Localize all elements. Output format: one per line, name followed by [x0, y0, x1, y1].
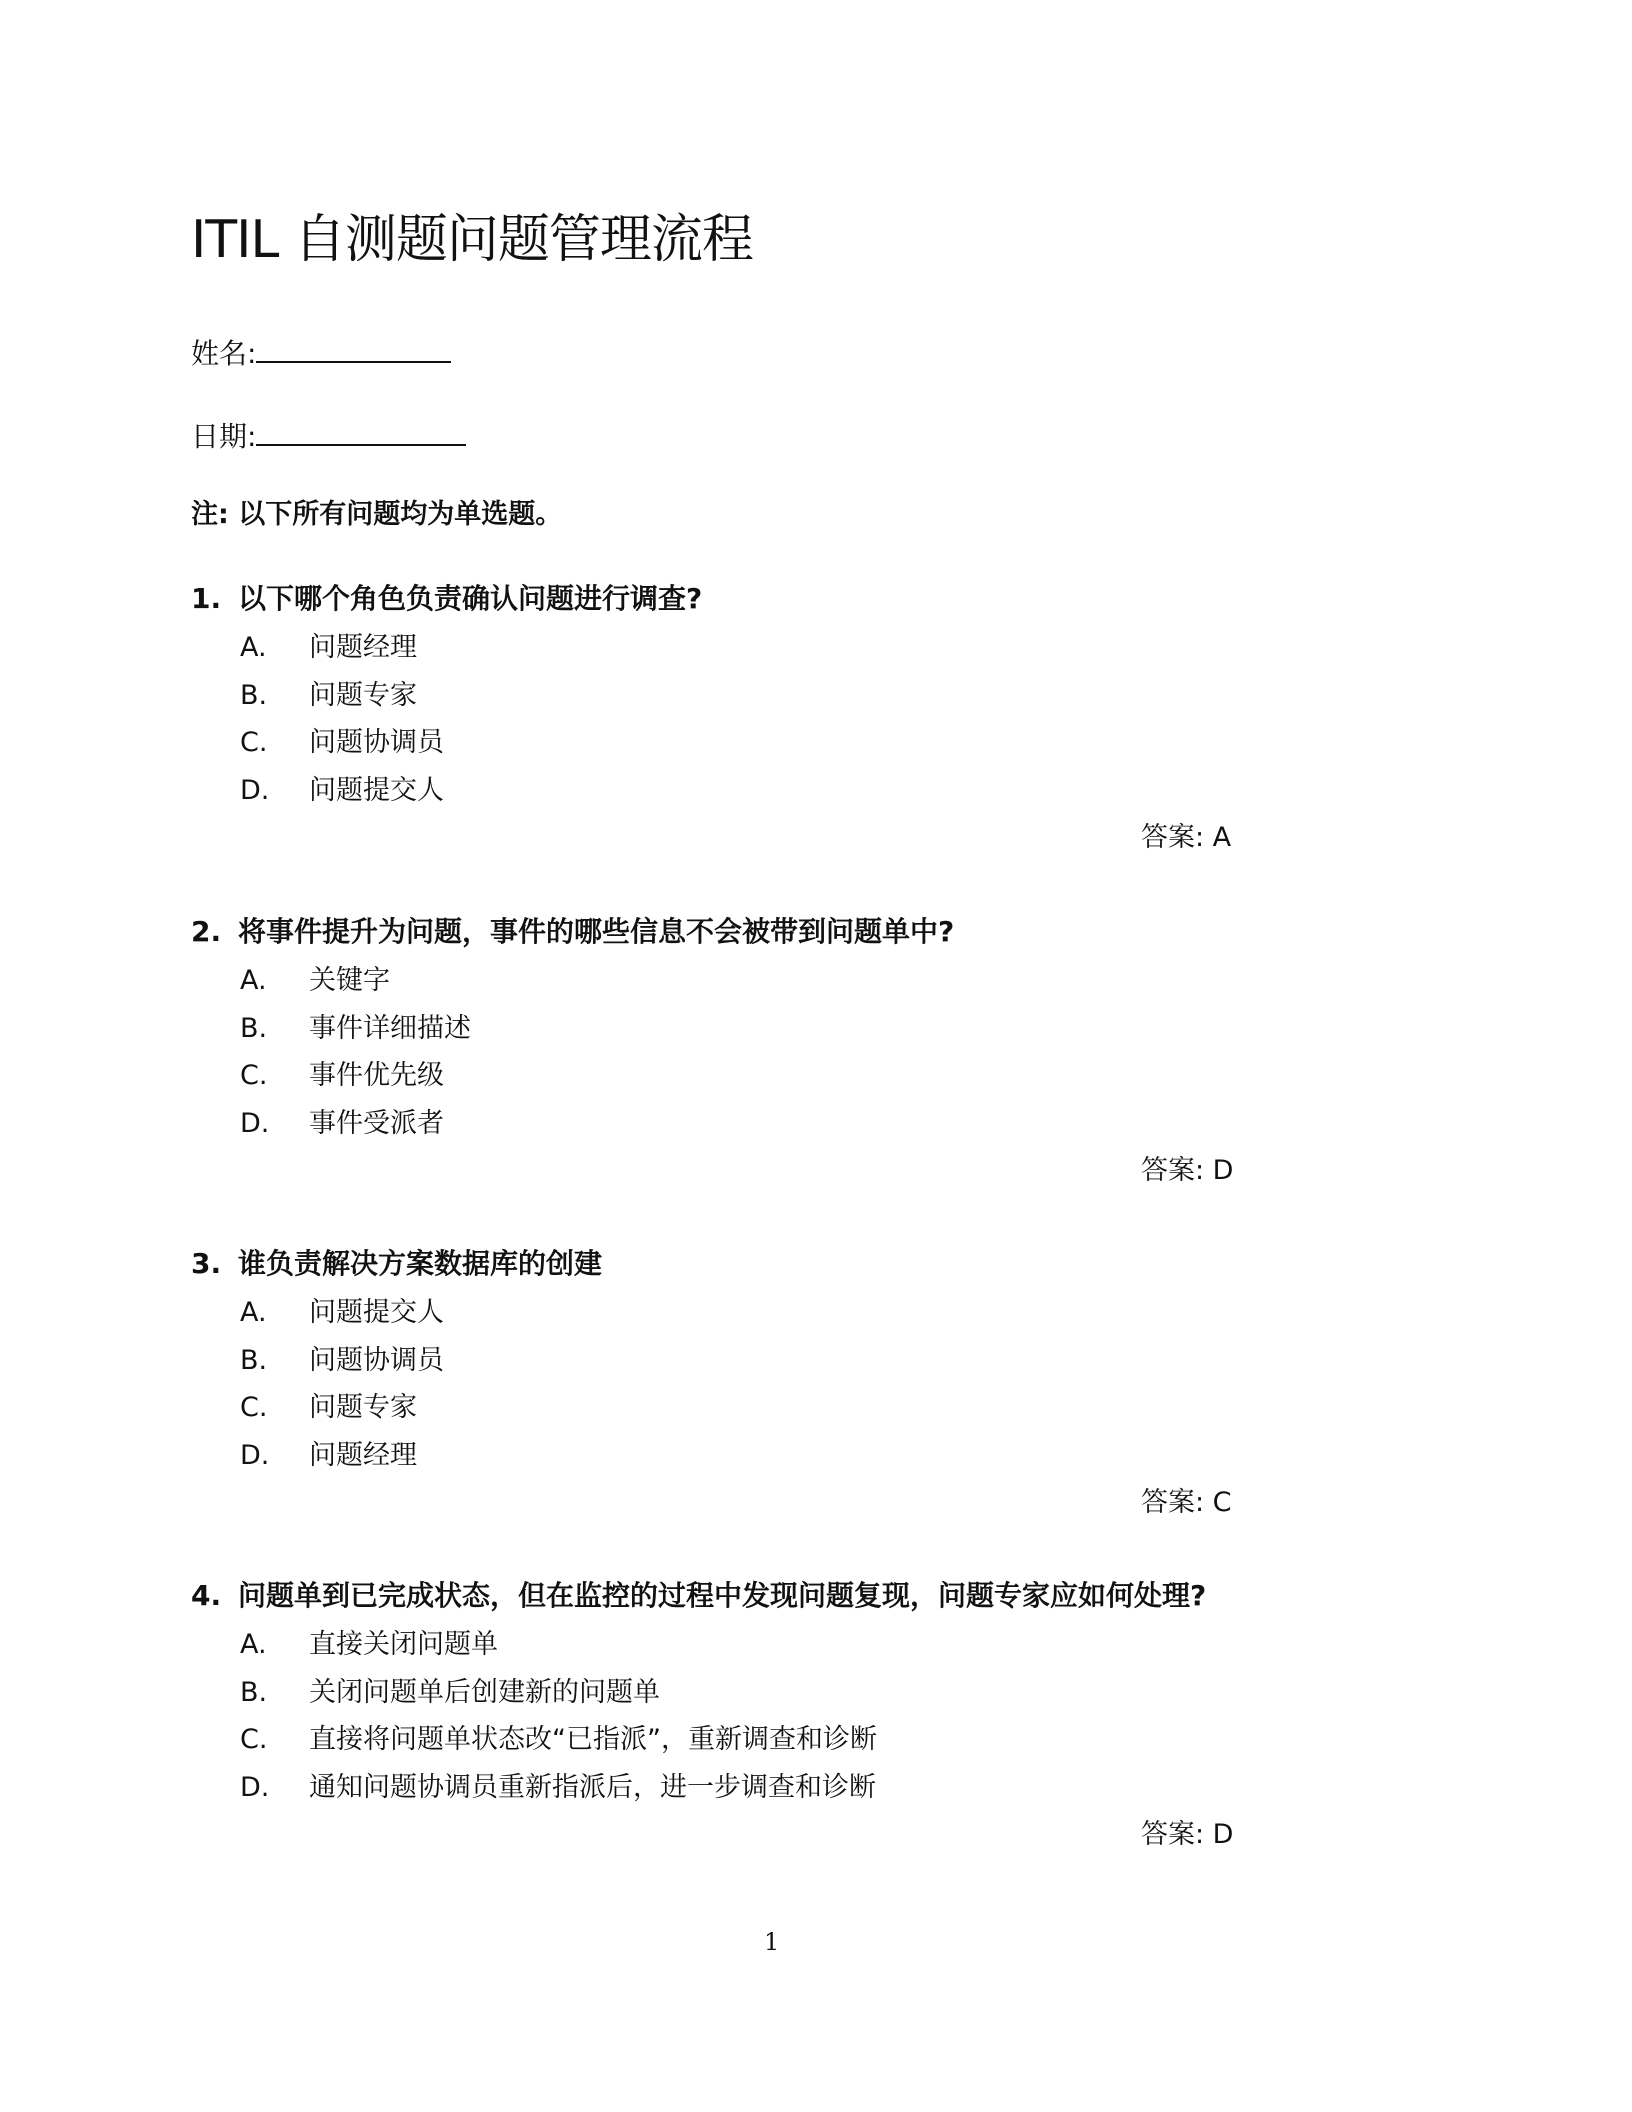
question-number: 2.	[191, 915, 222, 948]
option-text: 问题专家	[309, 1392, 417, 1423]
option-text: 关键字	[309, 965, 390, 996]
date-label: 日期:	[191, 420, 257, 453]
question-number: 1.	[191, 582, 222, 615]
answer-label: 答案: C	[1141, 1487, 1232, 1518]
date-blank[interactable]	[256, 418, 466, 446]
option-letter: C.	[240, 1724, 268, 1755]
question-text: 以下哪个角色负责确认问题进行调查?	[238, 582, 703, 615]
question-text: 谁负责解决方案数据库的创建	[238, 1247, 603, 1280]
question-number: 3.	[191, 1247, 222, 1280]
name-blank[interactable]	[256, 335, 451, 363]
option-text: 问题专家	[309, 679, 417, 711]
option-letter: A.	[240, 1297, 267, 1328]
question-text: 问题单到已完成状态，但在监控的过程中发现问题复现，问题专家应如何处理?	[238, 1579, 1207, 1612]
option-text: 问题协调员	[309, 1344, 444, 1376]
option-letter: D.	[240, 1439, 270, 1471]
page-number: 1	[764, 1928, 780, 1956]
option-letter: A.	[240, 632, 267, 663]
option-text: 直接将问题单状态改“已指派”，重新调查和诊断	[309, 1724, 877, 1755]
option-text: 事件受派者	[309, 1107, 444, 1139]
option-letter: C.	[240, 1392, 268, 1423]
instructions-note: 注: 以下所有问题均为单选题。	[191, 499, 563, 530]
answer-label: 答案: D	[1141, 1819, 1234, 1850]
option-letter: A.	[240, 1629, 267, 1660]
option-text: 问题经理	[309, 1439, 417, 1471]
option-letter: B.	[240, 679, 268, 711]
question-1	[191, 582, 703, 615]
option-text: 关闭问题单后创建新的问题单	[309, 1676, 660, 1708]
name-field[interactable]	[191, 335, 451, 368]
option-letter: C.	[240, 727, 268, 758]
question-number: 4.	[191, 1579, 222, 1612]
answer-label: 答案: A	[1141, 822, 1232, 853]
option-letter: B.	[240, 1676, 268, 1708]
option-text: 直接关闭问题单	[309, 1629, 498, 1660]
option-letter: B.	[240, 1012, 268, 1044]
option-text: 问题提交人	[309, 1297, 444, 1328]
option-text: 事件详细描述	[309, 1012, 471, 1044]
question-2	[191, 915, 955, 948]
option-letter: B.	[240, 1344, 268, 1376]
option-letter: D.	[240, 1771, 270, 1803]
option-text: 事件优先级	[309, 1060, 444, 1091]
question-3	[191, 1247, 603, 1280]
option-text: 问题提交人	[309, 774, 444, 806]
option-text: 问题经理	[309, 632, 417, 663]
option-letter: A.	[240, 965, 267, 996]
question-text: 将事件提升为问题，事件的哪些信息不会被带到问题单中?	[238, 915, 955, 948]
option-letter: D.	[240, 1107, 270, 1139]
option-letter: C.	[240, 1060, 268, 1091]
date-field[interactable]	[191, 418, 466, 451]
option-text: 通知问题协调员重新指派后，进一步调查和诊断	[309, 1771, 876, 1803]
page-title: ITIL 自测题问题管理流程	[191, 210, 753, 270]
name-label: 姓名:	[191, 337, 257, 370]
question-4	[191, 1579, 1207, 1612]
option-letter: D.	[240, 774, 270, 806]
option-text: 问题协调员	[309, 727, 444, 758]
answer-label: 答案: D	[1141, 1155, 1234, 1186]
